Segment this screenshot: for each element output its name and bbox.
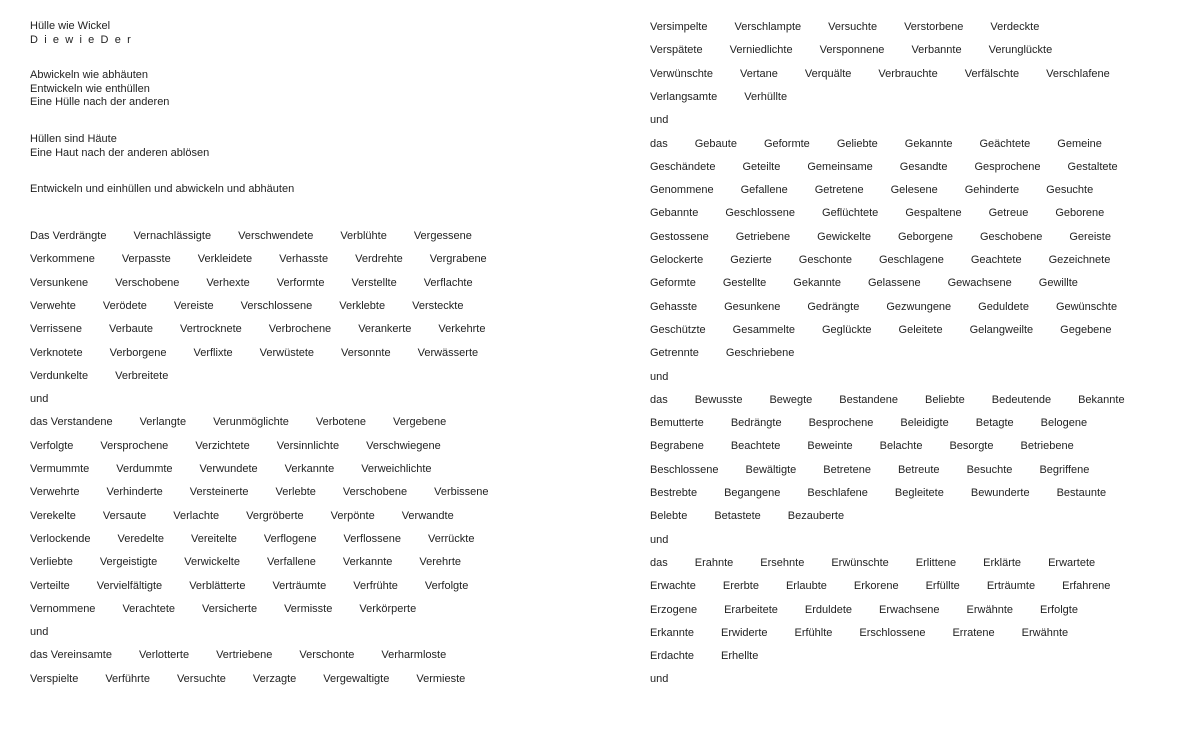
word: Bemutterte xyxy=(650,417,704,430)
word: Verunglückte xyxy=(988,44,1053,57)
word: Verträumte xyxy=(272,579,327,592)
word: Geglückte xyxy=(822,323,872,336)
word: Belachte xyxy=(879,440,923,453)
intro-line: Entwickeln und einhüllen und abwickeln und abhäuten xyxy=(30,183,295,195)
word: Geborgene xyxy=(897,230,953,243)
word: Getrennte xyxy=(650,347,699,360)
word: Verwässerte xyxy=(417,346,479,359)
word: Erwachsene xyxy=(879,603,940,616)
word: das xyxy=(650,556,668,569)
word: Verhüllte xyxy=(744,90,788,103)
word: Ersehnte xyxy=(760,556,805,569)
word: und xyxy=(30,626,49,639)
word: Besorgte xyxy=(949,440,994,453)
word: Verkommene xyxy=(30,253,95,266)
word: Gezwungene xyxy=(886,300,952,313)
word: Verunmöglichte xyxy=(213,416,289,429)
word: Verbrauchte xyxy=(878,67,938,80)
word: Verlangte xyxy=(139,416,187,429)
word: Geflüchtete xyxy=(822,207,879,220)
word: Verquälte xyxy=(804,67,852,80)
word: Verhinderte xyxy=(106,486,163,499)
word: Geformte xyxy=(650,277,696,290)
word: Geschonte xyxy=(798,254,852,266)
intro-line: Eine Hülle nach der anderen xyxy=(30,96,170,108)
word: Vergeistigte xyxy=(99,556,158,569)
word: Geschriebene xyxy=(725,347,795,360)
intro-line: Entwickeln wie enthüllen xyxy=(30,82,150,95)
word: Geschobene xyxy=(979,230,1043,243)
word: Verkannte xyxy=(284,463,335,475)
word: Geschlossene xyxy=(725,207,796,220)
word: Gegebene xyxy=(1060,323,1112,336)
word: Verfolgte xyxy=(30,439,74,452)
word: Gemeine xyxy=(1057,137,1102,150)
word: Verkörperte xyxy=(359,602,417,615)
word: Verknotete xyxy=(30,346,83,359)
word: Versaute xyxy=(102,509,147,522)
word: Betriebene xyxy=(1020,440,1074,453)
word: Verbannte xyxy=(911,44,962,57)
word: Gesuchte xyxy=(1046,184,1094,197)
word: Beliebte xyxy=(924,393,965,406)
word: Verhexte xyxy=(206,276,250,289)
word: Geliebte xyxy=(836,137,878,150)
word: Begriffene xyxy=(1039,463,1090,476)
word: Gemeinsame xyxy=(807,160,873,173)
word: Beleidigte xyxy=(900,417,949,430)
word: Geleitete xyxy=(898,323,943,336)
word: Erwähnte xyxy=(1021,626,1069,639)
word: Erduldete xyxy=(804,603,852,616)
word: Verbotene xyxy=(315,416,367,429)
word: Verlachte xyxy=(173,509,220,522)
word: Gesprochene xyxy=(974,160,1041,173)
word: Begleitete xyxy=(894,487,944,499)
word: Erdachte xyxy=(650,650,695,663)
word: das xyxy=(650,393,668,406)
intro-stanza xyxy=(30,183,294,197)
word: Gehinderte xyxy=(964,184,1020,197)
word: Vereitelte xyxy=(191,532,237,545)
word: Verschlampte xyxy=(734,21,802,33)
word: Verwickelte xyxy=(184,556,240,569)
word: Geschlagene xyxy=(878,254,944,266)
word: Erlaubte xyxy=(785,580,827,593)
intro-stanza xyxy=(30,133,209,160)
word: Verhasste xyxy=(279,253,329,266)
word: Geteilte xyxy=(742,160,781,173)
word: Bestrebte xyxy=(650,487,698,499)
intro-stanza xyxy=(30,20,132,47)
word: Gezierte xyxy=(730,254,772,266)
word: Verehrte xyxy=(419,556,462,569)
word: Bekannte xyxy=(1078,393,1125,406)
word: Erschlossene xyxy=(859,626,926,639)
word: Verbreitete xyxy=(115,369,169,382)
word: Besuchte xyxy=(966,463,1013,476)
word: Getretene xyxy=(814,184,864,197)
word: Gestellte xyxy=(722,277,767,290)
word: Versuchte xyxy=(828,21,878,33)
word: Gewachsene xyxy=(947,277,1012,290)
intro-stanza xyxy=(30,69,169,110)
word: Erahnte xyxy=(694,556,734,569)
word: Gewickelte xyxy=(817,230,871,243)
word: Verflixte xyxy=(193,346,233,359)
word: Vertrocknete xyxy=(180,323,242,336)
word: und xyxy=(650,533,669,546)
word: Verwehrte xyxy=(30,486,80,499)
word: Belogene xyxy=(1040,417,1088,430)
word: Verzagte xyxy=(252,672,297,685)
word: Gelesene xyxy=(890,184,938,197)
word: Gestaltete xyxy=(1067,160,1118,173)
word: Verlotterte xyxy=(138,649,190,662)
word: das Verstandene xyxy=(30,416,113,429)
word: Vermummte xyxy=(30,463,90,475)
word: Versteinerte xyxy=(189,486,249,499)
word: Geschützte xyxy=(650,323,706,336)
intro-line: D i e w i e D e r xyxy=(30,33,133,46)
word: Bezauberte xyxy=(787,510,845,523)
word: Gesunkene xyxy=(724,300,781,313)
word: Verfallene xyxy=(266,556,316,569)
word: Gekannte xyxy=(793,277,841,290)
word: Geächtete xyxy=(979,137,1031,150)
word: Belebte xyxy=(650,510,688,523)
word: Vernommene xyxy=(30,602,96,615)
word: Gestossene xyxy=(650,230,709,243)
word: Verkleidete xyxy=(197,253,253,266)
word: Verbissene xyxy=(434,486,489,499)
word: Verödete xyxy=(102,299,147,312)
word: Verankerte xyxy=(358,323,412,336)
word: Bewusste xyxy=(694,393,743,406)
intro-line: Eine Haut nach der anderen ablösen xyxy=(30,146,210,159)
word: und xyxy=(650,673,669,686)
word: Bedeutende xyxy=(991,393,1052,406)
word: Verwundete xyxy=(199,463,258,475)
word: Verzichtete xyxy=(195,439,250,452)
word: Verpasste xyxy=(121,253,171,266)
word: Verniedlichte xyxy=(729,44,793,57)
word: Erwünschte xyxy=(831,556,889,569)
word: Getriebene xyxy=(735,230,791,243)
word: Geachtete xyxy=(970,254,1022,266)
word: Gelockerte xyxy=(650,254,704,266)
word: Verbrochene xyxy=(268,323,332,336)
word: Gefallene xyxy=(740,184,788,197)
word: Bedrängte xyxy=(730,417,782,430)
word: Vermisste xyxy=(284,602,333,615)
word: und xyxy=(30,393,49,406)
word: Betastete xyxy=(714,510,761,523)
word: Verschwiegene xyxy=(366,439,441,452)
word: Vergewaltigte xyxy=(323,672,390,685)
word: Vergebene xyxy=(393,416,447,429)
word: Erwachte xyxy=(650,580,696,593)
word: Vergessene xyxy=(413,230,472,242)
word: Gebaute xyxy=(694,137,737,150)
word: Versonnte xyxy=(341,346,391,359)
word: und xyxy=(650,370,669,383)
word: das Vereinsamte xyxy=(30,649,112,662)
word: Erhellte xyxy=(721,650,759,663)
word: Verwüstete xyxy=(259,346,315,359)
word: Veredelte xyxy=(117,532,165,545)
word: Verachtete xyxy=(122,602,176,615)
word: Verkannte xyxy=(342,556,393,569)
word: Verdrehte xyxy=(355,253,403,266)
word: Verpönte xyxy=(330,509,375,522)
word: Verkehrte xyxy=(438,323,486,336)
word: Geborene xyxy=(1055,207,1105,220)
word: Verfrühte xyxy=(353,579,398,592)
word: Verfälschte xyxy=(964,67,1020,80)
word: Vereiste xyxy=(173,299,214,312)
word: Beschlossene xyxy=(650,463,719,476)
word: Gespaltene xyxy=(905,207,962,220)
word: Verstellte xyxy=(351,276,397,289)
left-column xyxy=(30,0,620,750)
word: Besprochene xyxy=(808,417,874,430)
word: Verlangsamte xyxy=(650,90,718,103)
word: Verborgene xyxy=(109,346,167,359)
word: Verschobene xyxy=(342,486,408,499)
word: Betreute xyxy=(897,463,940,476)
word: Gezeichnete xyxy=(1048,254,1111,266)
word: Bewunderte xyxy=(970,487,1030,499)
word: Gesammelte xyxy=(732,323,795,336)
word: Getreue xyxy=(988,207,1029,220)
word: Gekannte xyxy=(904,137,953,150)
word: Gelassene xyxy=(867,277,921,290)
word: Verrissene xyxy=(30,323,82,336)
word: Versteckte xyxy=(412,299,464,312)
word: Vertriebene xyxy=(216,649,273,662)
word: Betagte xyxy=(975,417,1014,430)
word: Erlittene xyxy=(915,556,957,569)
word: Versunkene xyxy=(30,276,89,289)
word: Verformte xyxy=(276,276,325,289)
word: Gehasste xyxy=(650,300,698,313)
word: Begrabene xyxy=(650,440,704,453)
word: Geduldete xyxy=(978,300,1029,313)
word: Beweinte xyxy=(807,440,853,453)
word: Versinnlichte xyxy=(276,439,340,452)
word: Ererbte xyxy=(722,580,759,593)
word: Verschlafene xyxy=(1046,67,1110,80)
word: Erwartete xyxy=(1048,556,1096,569)
word: Verweichlichte xyxy=(361,463,432,475)
word: das xyxy=(650,137,668,150)
word: Erratene xyxy=(952,626,995,639)
word: Verlebte xyxy=(275,486,316,499)
word: Verteilte xyxy=(30,579,70,592)
word: Erkorene xyxy=(853,580,899,593)
word: Verblühte xyxy=(340,230,387,242)
word: Verspielte xyxy=(30,672,79,685)
word: Bewegte xyxy=(769,393,813,406)
word: Bestaunte xyxy=(1056,487,1107,499)
word: Gedrängte xyxy=(807,300,860,313)
word: Verspätete xyxy=(650,44,703,57)
word: Vergrabene xyxy=(429,253,487,266)
word: Erkannte xyxy=(650,626,695,639)
word: Versuchte xyxy=(176,672,226,685)
intro-line: Abwickeln wie abhäuten xyxy=(30,69,149,81)
word: Gereiste xyxy=(1069,230,1111,243)
word: Verwandte xyxy=(401,509,454,522)
word: Geformte xyxy=(763,137,810,150)
word: Verharmloste xyxy=(381,649,447,662)
word: Erfühlte xyxy=(794,626,833,639)
word: Versicherte xyxy=(202,602,258,615)
word: Verliebte xyxy=(30,556,73,569)
word: Vermieste xyxy=(416,672,466,685)
word: Verrückte xyxy=(428,532,475,545)
word: Verschonte xyxy=(299,649,355,662)
word: Verflossene xyxy=(343,532,401,545)
word: Versimpelte xyxy=(650,21,708,33)
word: Erfahrene xyxy=(1062,580,1111,593)
word: Gelangweilte xyxy=(969,323,1034,336)
word: Verdunkelte xyxy=(30,369,89,382)
word: Verflachte xyxy=(423,276,473,289)
word: Gesandte xyxy=(899,160,948,173)
word: Erklärte xyxy=(983,556,1022,569)
word: Verdeckte xyxy=(990,21,1040,33)
word: Verführte xyxy=(105,672,150,685)
word: Geschändete xyxy=(650,160,716,173)
word: Bestandene xyxy=(839,393,898,406)
word: Verekelte xyxy=(30,509,76,522)
word: Verlockende xyxy=(30,532,91,545)
word: Vernachlässigte xyxy=(133,230,212,242)
word: Verstorbene xyxy=(904,21,964,33)
word: Verwehte xyxy=(30,299,76,312)
word: Verfolgte xyxy=(424,579,469,592)
word: Vervielfältigte xyxy=(96,579,163,592)
word: Vertane xyxy=(739,67,778,80)
word: Betretene xyxy=(823,463,871,476)
word: Verdummte xyxy=(116,463,173,475)
word: Verbaute xyxy=(108,323,154,336)
word: Beachtete xyxy=(730,440,781,453)
word: Verschwendete xyxy=(238,230,314,242)
word: Erwiderte xyxy=(721,626,768,639)
word: Erfolgte xyxy=(1040,603,1078,616)
word: Verflogene xyxy=(263,532,317,545)
word: und xyxy=(650,114,669,127)
word: Erfüllte xyxy=(925,580,960,593)
word: Das Verdrängte xyxy=(30,230,107,242)
word: Erträumte xyxy=(986,580,1036,593)
word: Erzogene xyxy=(650,603,698,616)
word: Erwähnte xyxy=(966,603,1014,616)
intro-line: Hüllen sind Häute xyxy=(30,133,117,145)
word: Verschobene xyxy=(115,276,180,289)
word: Versponnene xyxy=(819,44,885,57)
right-column xyxy=(650,0,1180,750)
word: Gewillte xyxy=(1038,277,1078,290)
word: Bewältigte xyxy=(745,463,797,476)
word: Verschlossene xyxy=(240,299,313,312)
word: Verwünschte xyxy=(650,67,713,80)
word: Beschlafene xyxy=(807,487,868,499)
word: Verblätterte xyxy=(189,579,246,592)
word: Verklebte xyxy=(339,299,386,312)
word: Erarbeitete xyxy=(724,603,778,616)
word: Versprochene xyxy=(100,439,169,452)
word: Gewünschte xyxy=(1055,300,1118,313)
intro-line: Hülle wie Wickel xyxy=(30,20,111,32)
word: Vergröberte xyxy=(246,509,304,522)
word: Genommene xyxy=(650,184,714,197)
word: Gebannte xyxy=(650,207,699,220)
word: Begangene xyxy=(724,487,781,499)
